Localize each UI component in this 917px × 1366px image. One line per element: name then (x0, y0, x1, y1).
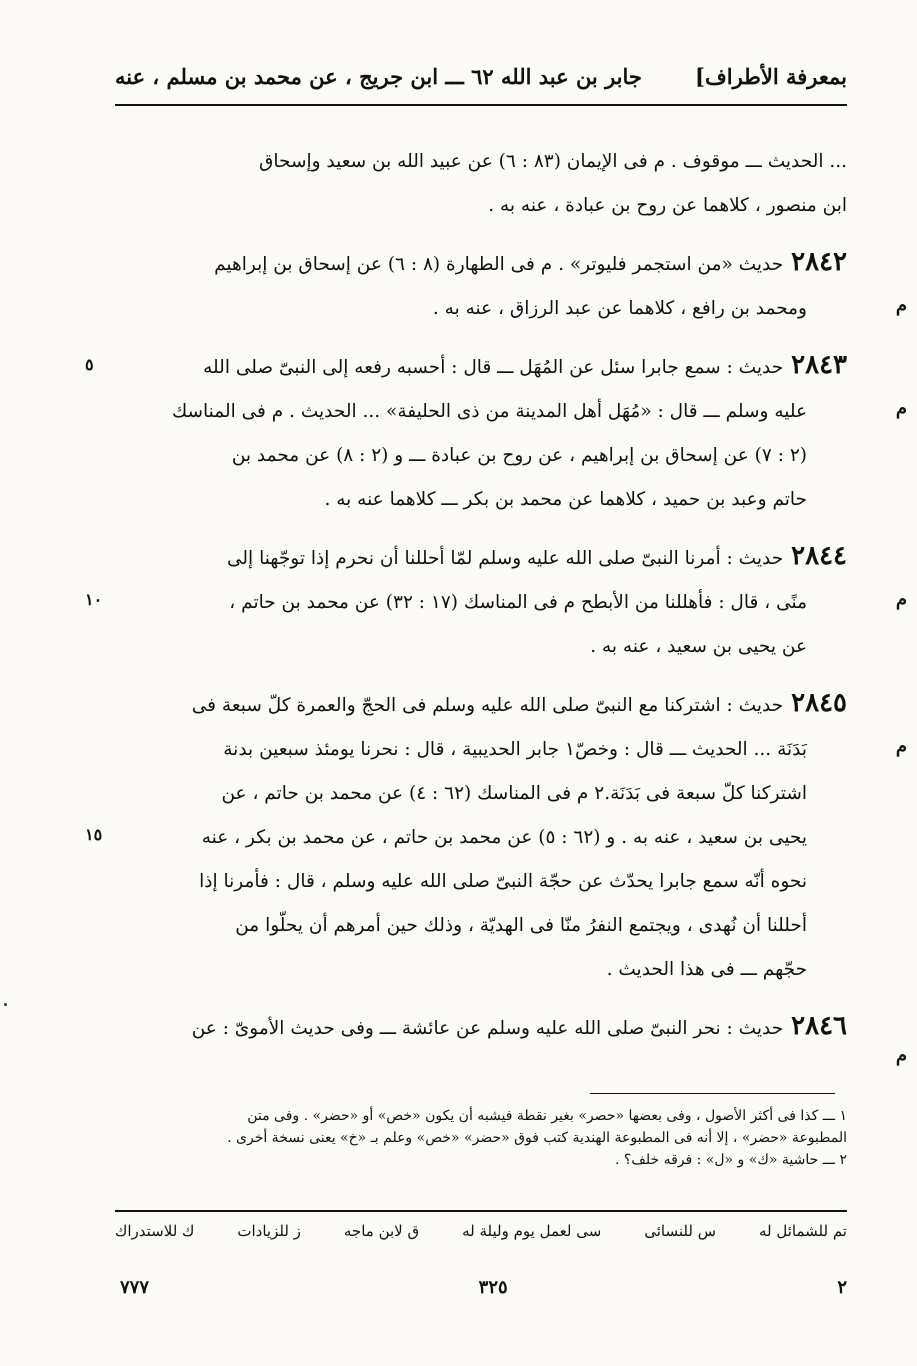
legend-item: س للنسائى (644, 1222, 717, 1240)
line-number-marker: ١٥ (85, 825, 103, 844)
source-mark: م (895, 589, 907, 610)
text-line-content: حديث : نحر النبىّ صلى الله عليه وسلم عن عائشة ـــ وفى حديث الأموىّ : عن (191, 1018, 784, 1039)
legend-item: ق لابن ماجه (343, 1222, 420, 1240)
header-chapter-title: جابر بن عبد الله ٦٢ ـــ ابن جريج ، عن محمد بن مسلم ، عنه (115, 63, 642, 89)
text-line: نحوه أنّه سمع جابرا يحدّث عن حجّة النبىّ صلى الله عليه وسلم ، قال : فأمرنا إذا (199, 871, 807, 892)
legend-item: ز للزيادات (237, 1222, 301, 1240)
line-number-marker: ١٠ (85, 590, 103, 609)
text-line (115, 343, 847, 390)
text-line (115, 1004, 847, 1051)
legend-divider (115, 1210, 847, 1212)
legend-item: تم للشمائل له (758, 1222, 847, 1240)
header-section-title: بمعرفة الأطراف] (695, 63, 847, 89)
scan-speck (4, 1003, 7, 1006)
volume-number: ٢ (837, 1276, 847, 1298)
text-line: ومحمد بن رافع ، كلاهما عن عبد الرزاق ، عنه به . (432, 298, 807, 319)
running-header (115, 48, 847, 106)
hadith-number: ٢٨٤٤ (791, 541, 847, 571)
text-line: ابن منصور ، كلاهما عن روح بن عبادة ، عنه به . (488, 195, 847, 216)
text-line: بَدَنَة ... الحديث ـــ قال : وخصّ١ جابر الحديبية ، قال : نحرنا يومئذ سبعين بدنة (223, 739, 807, 760)
text-line: ... الحديث ـــ موقوف . م فى الإيمان (٨٣ : ٦) عن عبيد الله بن سعيد وإسحاق (259, 151, 847, 172)
abbreviation-legend (115, 1222, 847, 1248)
footnote-line: المطبوعة «حضر» ، إلا أنه فى المطبوعة الهندية كتب فوق «حضر» «خص» وعلم بـ «خ» يعنى نسخة أخرى . (227, 1130, 847, 1146)
source-mark: م (895, 736, 907, 757)
text-line: عن يحيى بن سعيد ، عنه به . (590, 636, 807, 657)
line-number-marker: ٥ (85, 355, 94, 374)
text-line-content: حديث : أمرنا النبىّ صلى الله عليه وسلم لمّا أحللنا أن نحرم إذا توجّهنا إلى (227, 548, 784, 569)
text-line: اشتركنا كلّ سبعة فى بَدَنَة.٢ م فى المناسك (٦٢ : ٤) عن محمد بن حاتم ، عن (221, 783, 807, 804)
hadith-entry-2845 (85, 681, 907, 992)
footnote-line: ٢ ـــ حاشية «ك» و «ل» : فرقه خلف؟ . (615, 1152, 847, 1168)
page-number: ٣٢٥ (478, 1276, 508, 1298)
text-line: أحللنا أن نُهدى ، ويجتمع النفرُ منّا فى الهديّة ، وذلك حين أمرهم أن يحلّوا من (235, 915, 807, 936)
hadith-number: ٢٨٤٦ (791, 1011, 847, 1041)
hadith-number: ٢٨٤٣ (791, 350, 847, 380)
hadith-entry-2843 (85, 343, 907, 522)
legend-item: سى لعمل يوم وليلة له (462, 1222, 602, 1240)
text-line (115, 681, 847, 728)
text-line-content: حديث : اشتركنا مع النبىّ صلى الله عليه وسلم فى الحجّ والعمرة كلّ سبعة فى (191, 695, 784, 716)
legend-item: ك للاستدراك (115, 1222, 195, 1240)
source-mark: م (895, 398, 907, 419)
sequence-number: ٧٧٧ (120, 1276, 150, 1298)
source-mark: م (895, 1045, 907, 1066)
text-line: عليه وسلم ـــ قال : «مُهَل أهل المدينة من ذى الحليفة» ... الحديث . م فى المناسك (171, 401, 807, 422)
hadith-number: ٢٨٤٢ (791, 247, 847, 277)
hadith-entry-2846 (115, 1004, 907, 1066)
source-mark: م (895, 295, 907, 316)
text-line-content: حديث «من استجمر فليوتر» . م فى الطهارة (٨ : ٦) عن إسحاق بن إبراهيم (214, 254, 784, 275)
text-line: يحيى بن سعيد ، عنه به . و (٦٢ : ٥) عن محمد بن حاتم ، عن محمد بن بكر ، عنه (201, 827, 807, 848)
footnote-divider (590, 1093, 835, 1094)
hadith-text-block (85, 140, 907, 1066)
text-line: حجّهم ـــ فى هذا الحديث . (606, 959, 807, 980)
text-line-content: حديث : سمع جابرا سئل عن المُهَل ـــ قال : أحسبه رفعه إلى النبىّ صلى الله (203, 357, 784, 378)
text-line (115, 534, 847, 581)
text-line (115, 240, 847, 287)
text-line: (٢ : ٧) عن إسحاق بن إبراهيم ، عن روح بن عبادة ـــ و (٢ : ٨) عن محمد بن (231, 445, 807, 466)
hadith-continuation (115, 140, 847, 228)
hadith-entry-2844 (85, 534, 907, 669)
hadith-number: ٢٨٤٥ (791, 688, 847, 718)
hadith-entry-2842 (115, 240, 907, 331)
text-line: حاتم وعبد بن حميد ، كلاهما عن محمد بن بكر ـــ كلاهما عنه به . (324, 489, 807, 510)
footnote-line: ١ ـــ كذا فى أكثر الأصول ، وفى بعضها «حصر» بغير نقطة فيشبه أن يكون «خص» أو «حضر» . وفى متن (247, 1108, 847, 1124)
text-line: منًى ، قال : فأهللنا من الأبطح م فى المناسك (١٧ : ٣٢) عن محمد بن حاتم ، (229, 592, 807, 613)
footnotes (115, 1105, 847, 1171)
page-footer (120, 1272, 847, 1302)
